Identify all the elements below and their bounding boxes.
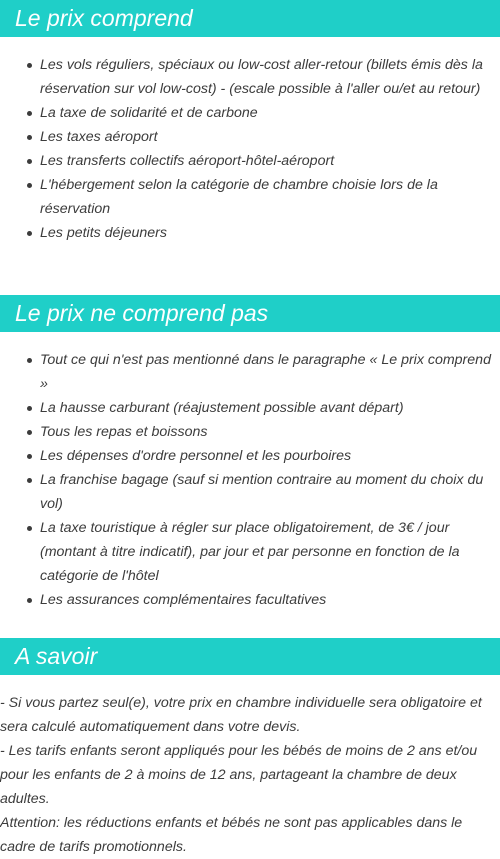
bullet-icon — [27, 430, 32, 435]
section-header-not-included: Le prix ne comprend pas — [0, 295, 500, 332]
list-item-text: Les vols réguliers, spéciaux ou low-cost aller-retour (billets émis dès la réservation sur vol low-cost) - (escale possible à l'aller ou/et au retour) — [40, 57, 483, 97]
list-item — [0, 221, 500, 245]
bullet-icon — [27, 526, 32, 531]
not-included-list — [0, 348, 500, 612]
list-item — [0, 588, 500, 612]
bullet-icon — [27, 63, 32, 68]
included-list — [0, 53, 500, 245]
bullet-icon — [27, 183, 32, 188]
list-item — [0, 444, 500, 468]
list-item — [0, 348, 500, 396]
list-item — [0, 468, 500, 516]
list-item — [0, 396, 500, 420]
a-savoir-text — [0, 691, 500, 859]
list-item — [0, 125, 500, 149]
bullet-icon — [27, 598, 32, 603]
bullet-icon — [27, 406, 32, 411]
list-item — [0, 420, 500, 444]
bullet-icon — [27, 159, 32, 164]
list-item — [0, 101, 500, 125]
bullet-icon — [27, 231, 32, 236]
bullet-icon — [27, 478, 32, 483]
a-savoir-line: - Si vous partez seul(e), votre prix en chambre individuelle sera obligatoire et sera calculé automatiquement dans votre devis. — [0, 695, 482, 735]
list-item-text: Tous les repas et boissons — [40, 424, 208, 440]
a-savoir-line: - Les tarifs enfants seront appliqués pour les bébés de moins de 2 ans et/ou pour les enfants de 2 à moins de 12 ans, partageant la chambre de deux adultes. — [0, 743, 478, 807]
bullet-icon — [27, 111, 32, 116]
list-item-text: Tout ce qui n'est pas mentionné dans le paragraphe « Le prix comprend » — [40, 352, 491, 392]
list-item-text: La hausse carburant (réajustement possible avant départ) — [40, 400, 404, 416]
list-item-text: La taxe de solidarité et de carbone — [40, 105, 258, 121]
list-item-text: La taxe touristique à régler sur place obligatoirement, de 3€ / jour (montant à titre indicatif), par jour et par personne en fonction de la catégorie de l'hôtel — [40, 520, 460, 584]
list-item — [0, 149, 500, 173]
bullet-icon — [27, 358, 32, 363]
list-item-text: La franchise bagage (sauf si mention contraire au moment du choix du vol) — [40, 472, 484, 512]
list-item-text: Les dépenses d'ordre personnel et les pourboires — [40, 448, 352, 464]
bullet-icon — [27, 454, 32, 459]
list-item-text: Les taxes aéroport — [40, 129, 158, 145]
list-item-text: L'hébergement selon la catégorie de chambre choisie lors de la réservation — [40, 177, 438, 217]
a-savoir-line: Attention: les réductions enfants et bébés ne sont pas applicables dans le cadre de tarifs promotionnels. — [0, 815, 463, 855]
list-item — [0, 53, 500, 101]
list-item — [0, 173, 500, 221]
section-header-a-savoir: A savoir — [0, 638, 500, 675]
list-item — [0, 516, 500, 588]
bullet-icon — [27, 135, 32, 140]
section-header-included: Le prix comprend — [0, 0, 500, 37]
list-item-text: Les assurances complémentaires facultatives — [40, 592, 327, 608]
list-item-text: Les petits déjeuners — [40, 225, 167, 241]
list-item-text: Les transferts collectifs aéroport-hôtel-aéroport — [40, 153, 335, 169]
